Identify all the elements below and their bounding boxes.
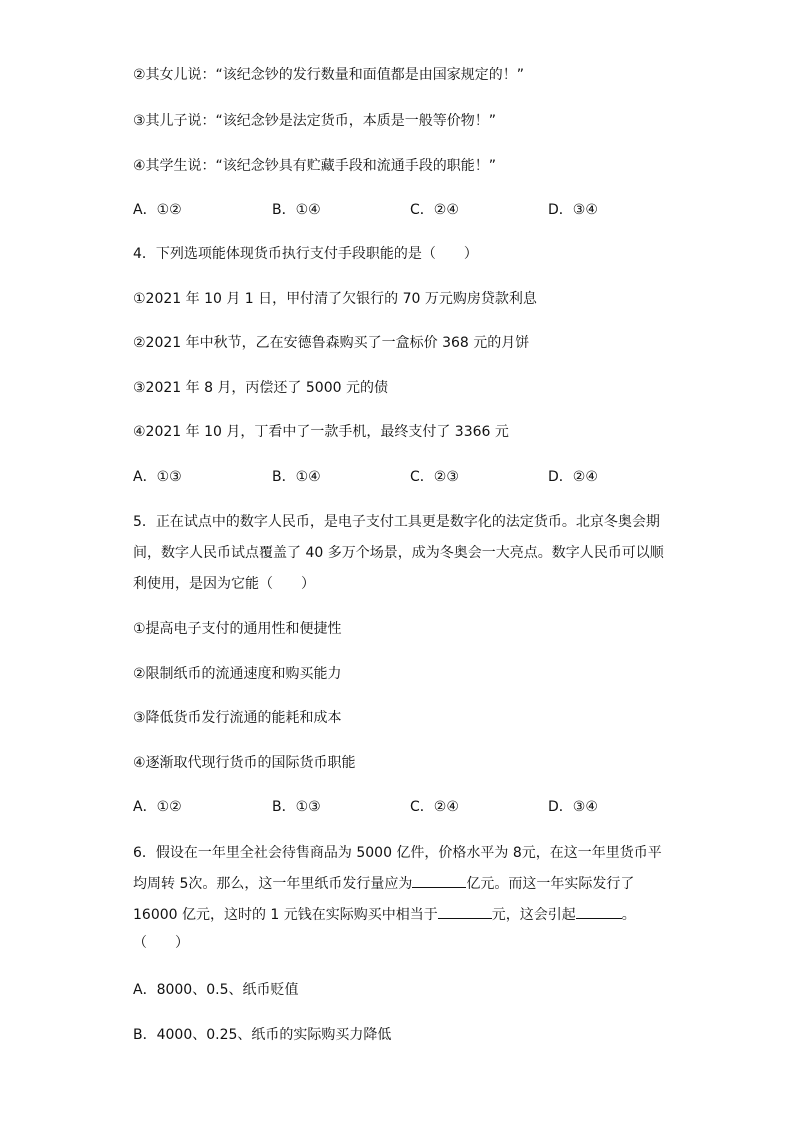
q6-blank-1 — [412, 873, 466, 888]
q6-stem-3-part-c: 。 — [621, 907, 636, 923]
q3-option-c[interactable]: C．②④ — [410, 202, 459, 218]
q5-statement-4: ④逐渐取代现行货币的国际货币职能 — [133, 755, 356, 771]
q4-options — [133, 467, 693, 487]
q5-option-b[interactable]: B．①③ — [272, 799, 321, 815]
q5-options — [133, 797, 693, 817]
q3-statement-2: ②其女儿说：“该纪念钞的发行数量和面值都是由国家规定的！” — [133, 67, 525, 83]
q4-statement-4: ④2021 年 10 月，丁看中了一款手机，最终支付了 3366 元 — [133, 424, 509, 440]
q5-option-a[interactable]: A．①② — [133, 799, 182, 815]
q4-statement-2: ②2021 年中秋节，乙在安德鲁森购买了一盒标价 368 元的月饼 — [133, 335, 530, 351]
q3-statement-3: ③其儿子说：“该纪念钞是法定货币，本质是一般等价物！” — [133, 113, 497, 129]
q5-option-d[interactable]: D．③④ — [548, 799, 598, 815]
q6-stem-line-1: 6．假设在一年里全社会待售商品为 5000 亿件，价格水平为 8元，在这一年里货币平 — [133, 845, 662, 861]
q6-stem-2-part-a: 均周转 5次。那么，这一年里纸币发行量应为 — [133, 876, 413, 892]
q4-statement-3: ③2021 年 8 月，丙偿还了 5000 元的债 — [133, 380, 388, 396]
q4-statement-1: ①2021 年 10 月 1 日，甲付清了欠银行的 70 万元购房贷款利息 — [133, 291, 537, 307]
q5-statement-1: ①提高电子支付的通用性和便捷性 — [133, 621, 342, 637]
q6-stem-3-part-a: 16000 亿元，这时的 1 元钱在实际购买中相当于 — [133, 907, 438, 923]
q6-blank-2 — [438, 904, 492, 919]
q6-answer-paren: （ ） — [133, 935, 189, 951]
q6-option-b[interactable]: B．4000、0.25、纸币的实际购买力降低 — [133, 1027, 392, 1043]
q4-option-b[interactable]: B．①④ — [272, 469, 321, 485]
q6-blank-3 — [576, 904, 622, 919]
q4-stem: 4．下列选项能体现货币执行支付手段职能的是（ ） — [133, 246, 478, 262]
q5-stem-line-3: 利使用，是因为它能（ ） — [133, 576, 315, 592]
q6-option-a[interactable]: A．8000、0.5、纸币贬值 — [133, 982, 299, 998]
q4-option-c[interactable]: C．②③ — [410, 469, 459, 485]
q3-options — [133, 200, 693, 220]
q5-stem-line-1: 5．正在试点中的数字人民币，是电子支付工具更是数字化的法定货币。北京冬奥会期 — [133, 514, 660, 530]
q5-stem-line-2: 间，数字人民币试点覆盖了 40 多万个场景，成为冬奥会一大亮点。数字人民币可以顺 — [133, 545, 664, 561]
q4-option-d[interactable]: D．②④ — [548, 469, 598, 485]
q3-option-a[interactable]: A．①② — [133, 202, 182, 218]
q6-stem-3-part-b: 元，这会引起 — [491, 907, 576, 923]
q6-stem-line-3 — [133, 904, 636, 924]
q3-statement-4: ④其学生说：“该纪念钞具有贮藏手段和流通手段的职能！” — [133, 158, 497, 174]
q3-option-b[interactable]: B．①④ — [272, 202, 321, 218]
q5-statement-2: ②限制纸币的流通速度和购买能力 — [133, 666, 342, 682]
q5-statement-3: ③降低货币发行流通的能耗和成本 — [133, 710, 342, 726]
q4-option-a[interactable]: A．①③ — [133, 469, 182, 485]
q6-stem-2-part-b: 亿元。而这一年实际发行了 — [466, 876, 635, 892]
q6-stem-line-2 — [133, 873, 634, 893]
q3-option-d[interactable]: D．③④ — [548, 202, 598, 218]
q5-option-c[interactable]: C．②④ — [410, 799, 459, 815]
